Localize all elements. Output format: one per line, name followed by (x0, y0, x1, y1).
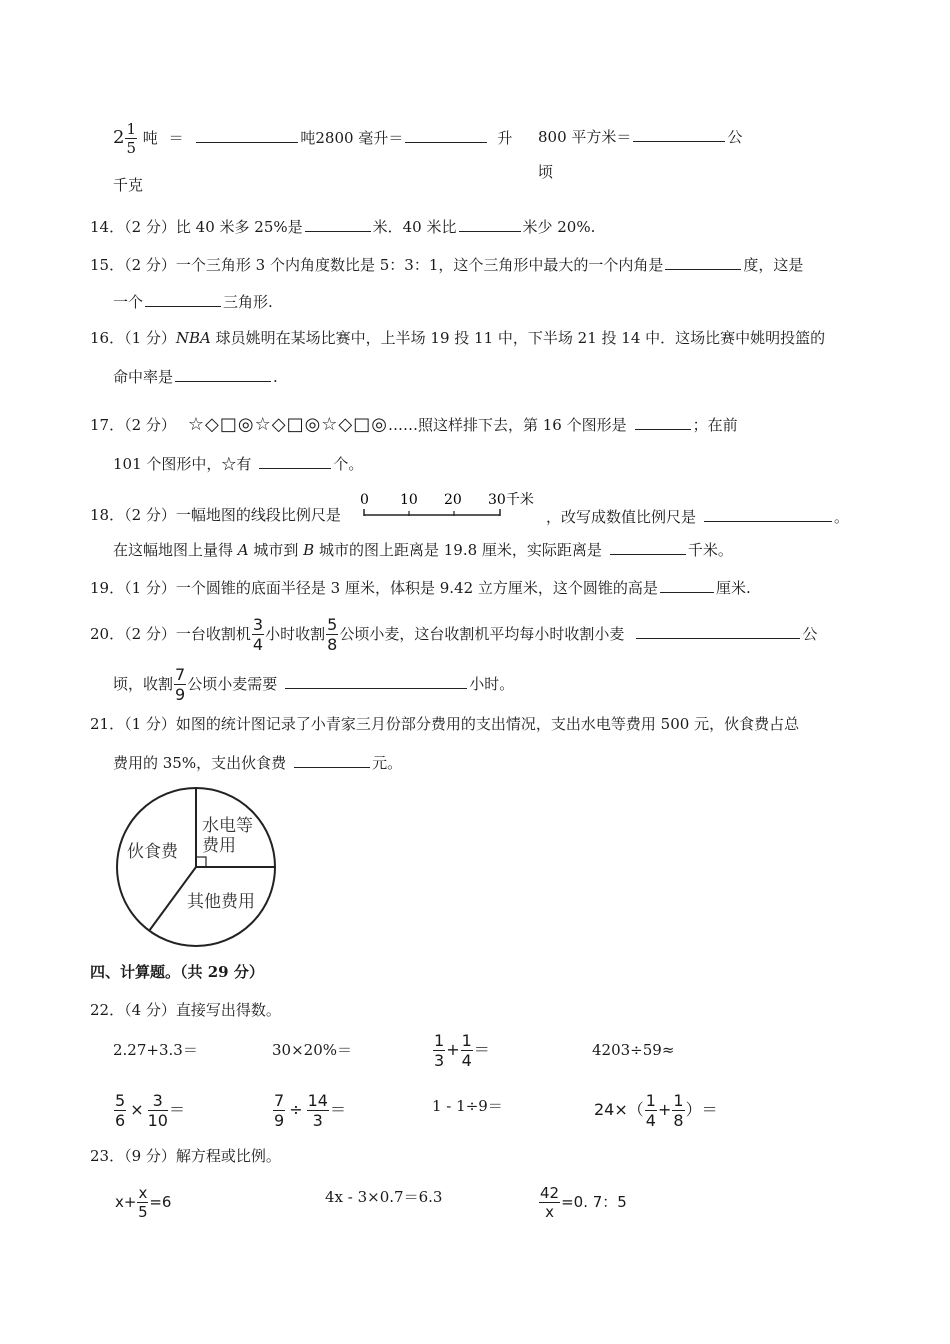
question-18-cont: ，改写成数值比例尺是 。 (546, 505, 849, 527)
question-14: 14．（2 分）比 40 米多 25%是 米．40 米比 米少 20%. (90, 215, 595, 237)
calc-r1c2: 30×20%＝ (272, 1041, 352, 1059)
answer-blank[interactable] (610, 538, 686, 555)
question-17: 17．（2 分） ☆◇□◎☆◇□◎☆◇□◎……照这样排下去，第 16 个图形是 ；在前 (90, 414, 738, 435)
pie-label-other: 其他费用 (187, 892, 255, 912)
answer-blank[interactable] (633, 125, 725, 142)
question-22: 22．（4 分）直接写出得数。 (90, 1001, 281, 1019)
answer-blank[interactable] (704, 505, 832, 522)
answer-blank[interactable] (294, 751, 370, 768)
q13-conv-3: 800 平方米＝ 公 (538, 125, 742, 147)
question-16-line2: 命中率是 . (113, 365, 278, 387)
pie-label-water-1: 水电等 (202, 816, 253, 836)
question-20-line2: 顷，收割 $\frac{7}{9}$ 公顷小麦需要 小时。 (113, 665, 515, 704)
fraction-7-9: $\frac{7}{9}$ (175, 665, 186, 704)
answer-blank[interactable] (636, 622, 800, 639)
question-19: 19．（1 分）一个圆锥的底面半径是 3 厘米，体积是 9.42 立方厘米，这个圆锥的高是 厘米. (90, 576, 751, 598)
question-20: 20．（2 分）一台收割机 $\frac{3}{4}$ 小时收割 $\frac{5}{8}$ 公顷小麦，这台收割机平均每小时收割小麦 公 (90, 615, 818, 654)
calc-r2c1: $\frac{5}{6}$ × $\frac{3}{10}$ ＝ (115, 1090, 185, 1130)
fraction-5-8: $\frac{5}{8}$ (327, 615, 338, 654)
calc-r1c1: 2.27+3.3＝ (113, 1041, 198, 1059)
question-21: 21．（1 分）如图的统计图记录了小青家三月份部分费用的支出情况，支出水电等费用 500 元，伙食费占总 (90, 715, 800, 733)
answer-blank[interactable] (665, 253, 741, 270)
scale-label-20: 20 (444, 492, 462, 508)
pie-label-water-2: 费用 (202, 836, 236, 856)
scale-label-30: 30千米 (488, 492, 534, 508)
shape-sequence: ☆◇□◎☆◇□◎☆◇□◎ (187, 414, 388, 435)
section-4-title: 四、计算题。（共 29 分） (90, 963, 264, 981)
q13-wrap-3: 顷 (538, 163, 554, 181)
calc-r2c3: 1 - 1÷9＝ (432, 1097, 503, 1115)
question-15-line2: 一个 三角形. (113, 290, 273, 312)
calc-r1c3: $\frac{1}{3}$ + $\frac{1}{4}$ ＝ (434, 1030, 490, 1070)
scale-label-10: 10 (400, 492, 418, 508)
answer-blank[interactable] (285, 672, 467, 689)
answer-blank[interactable] (305, 215, 371, 232)
answer-blank[interactable] (259, 452, 331, 469)
answer-blank[interactable] (196, 126, 298, 143)
answer-blank[interactable] (175, 365, 271, 382)
question-17-line2: 101 个图形中，☆有 个。 (113, 452, 363, 474)
equation-2: 4x - 3×0.7＝6.3 (325, 1188, 443, 1206)
q13-wrap-1: 千克 (113, 176, 144, 194)
equation-3: $\frac{42}{x}$ =0. 7：5 (540, 1183, 627, 1221)
answer-blank[interactable] (459, 215, 521, 232)
question-18-line2: 在这幅地图上量得 A 城市到 B 城市的图上距离是 19.8 厘米，实际距离是 千米。 (113, 538, 733, 560)
calc-r2c2: $\frac{7}{9}$ ÷ $\frac{14}{3}$ ＝ (274, 1090, 346, 1130)
pie-label-food: 伙食费 (127, 842, 178, 862)
question-15: 15．（2 分）一个三角形 3 个内角度数比是 5：3：1，这个三角形中最大的一个内角是 度，这是 (90, 253, 803, 275)
answer-blank[interactable] (635, 413, 691, 430)
fraction-1-5: $\frac{1}{5}$ (126, 120, 136, 157)
answer-blank[interactable] (145, 290, 221, 307)
calc-r2c4: 24×（ $\frac{1}{4}$ + $\frac{1}{8}$ ）＝ (594, 1090, 718, 1130)
expense-pie-chart (112, 785, 282, 950)
equation-1: x+ $\frac{x}{5}$ =6 (115, 1183, 172, 1221)
question-16: 16．（1 分）NBA 球员姚明在某场比赛中，上半场 19 投 11 中，下半场 21 投 14 中．这场比赛中姚明投篮的 (90, 329, 826, 347)
question-18: 18．（2 分）一幅地图的线段比例尺是 (90, 506, 341, 524)
scale-bar (360, 486, 546, 522)
question-21-line2: 费用的 35%，支出伙食费 元。 (113, 751, 402, 773)
answer-blank[interactable] (660, 576, 714, 593)
fraction-3-4: $\frac{3}{4}$ (252, 615, 264, 654)
question-23: 23．（9 分）解方程或比例。 (90, 1147, 281, 1165)
q13-conv-1: 2 $\frac{1}{5}$ 吨 ＝ 吨2800 毫升＝ 升 (113, 120, 513, 157)
scale-label-0: 0 (360, 492, 369, 508)
answer-blank[interactable] (405, 126, 487, 143)
mixed-whole: 2 (113, 127, 125, 148)
calc-r1c4: 4203÷59≈ (592, 1041, 675, 1059)
